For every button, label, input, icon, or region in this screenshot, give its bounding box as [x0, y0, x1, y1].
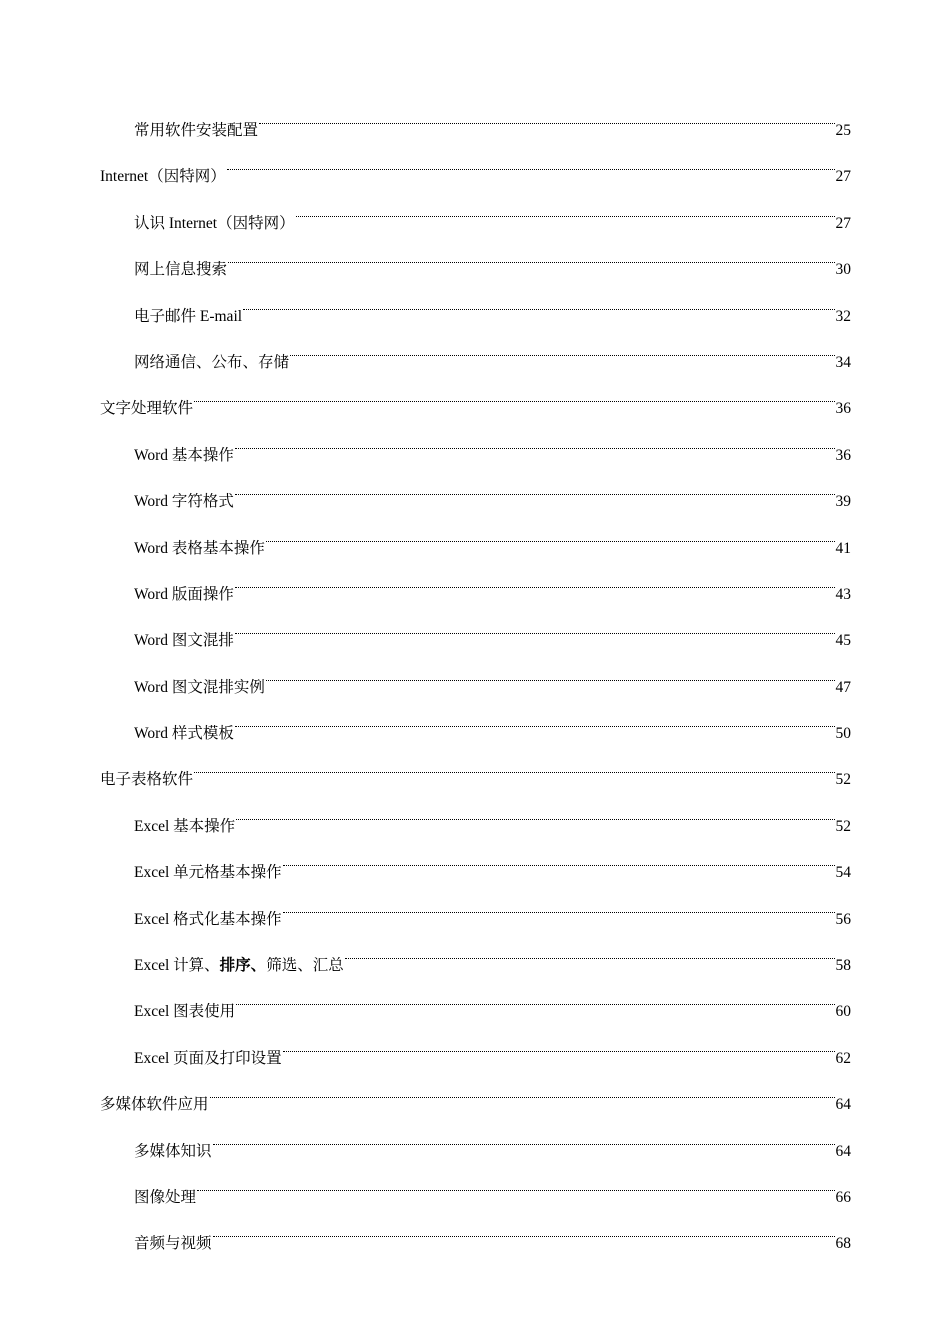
- toc-entry-title: 音频与视频: [134, 1235, 212, 1253]
- toc-entry-title: Internet（因特网）: [100, 168, 226, 186]
- dot-leader: [265, 515, 836, 553]
- dot-leader: [295, 190, 836, 228]
- toc-entry-title: Word 字符格式: [134, 493, 234, 511]
- toc-entry-title: 多媒体软件应用: [100, 1096, 209, 1114]
- toc-entry-title: Word 基本操作: [134, 446, 234, 464]
- toc-entry[interactable]: [100, 143, 851, 189]
- toc-entry-page: 30: [835, 261, 851, 279]
- toc-entry[interactable]: [100, 654, 851, 700]
- toc-entry[interactable]: [100, 839, 851, 885]
- toc-entry[interactable]: [100, 375, 851, 421]
- toc-entry-title: Word 版面操作: [134, 585, 234, 603]
- dot-leader: [258, 97, 835, 135]
- toc-entry-page: 54: [835, 864, 851, 882]
- dot-leader: [209, 1071, 836, 1109]
- toc-entry-page: 52: [835, 771, 851, 789]
- dot-leader: [212, 1118, 836, 1156]
- toc-entry-title: 多媒体知识: [134, 1142, 212, 1160]
- toc-entry[interactable]: [100, 1025, 851, 1071]
- toc-entry-page: 56: [835, 910, 851, 928]
- toc-entry[interactable]: [100, 236, 851, 282]
- toc-entry[interactable]: [100, 561, 851, 607]
- title-part: 筛选、汇总: [266, 957, 344, 975]
- toc-entry[interactable]: [100, 886, 851, 932]
- toc-entry-title: 电子表格软件: [100, 771, 194, 789]
- toc-entry-page: 25: [835, 122, 851, 139]
- toc-entry-page: 64: [835, 1096, 851, 1114]
- dot-leader: [193, 375, 835, 413]
- toc-entry-title: 常用软件安装配置: [134, 122, 259, 139]
- toc-entry-page: 66: [835, 1188, 851, 1206]
- toc-entry-page: 32: [835, 307, 851, 325]
- dot-leader: [265, 654, 836, 692]
- toc-entry-title: 网上信息搜索: [134, 261, 228, 279]
- toc-entry-title: Excel 基本操作: [134, 817, 236, 835]
- toc-entry[interactable]: [100, 190, 851, 236]
- toc-entry-page: 68: [835, 1235, 851, 1253]
- toc-entry-page: 60: [835, 1003, 851, 1021]
- title-part: Excel 计算、: [134, 957, 220, 975]
- dot-leader: [282, 839, 836, 877]
- dot-leader: [234, 607, 836, 645]
- toc-entry-title: 网络通信、公布、存储: [134, 353, 290, 371]
- toc-entry[interactable]: [100, 746, 851, 792]
- toc-entry-title: 文字处理软件: [100, 400, 194, 418]
- toc-entry-page: 43: [835, 585, 851, 603]
- title-part-bold: 排序、: [219, 957, 267, 975]
- dot-leader: [212, 1210, 836, 1248]
- dot-leader: [235, 978, 835, 1016]
- dot-leader: [227, 236, 835, 274]
- dot-leader: [226, 143, 836, 181]
- dot-leader: [289, 329, 835, 367]
- toc-entry-page: 64: [835, 1142, 851, 1160]
- toc-entry-page: 39: [835, 493, 851, 511]
- toc-entry-title: Excel 格式化基本操作: [134, 910, 282, 928]
- toc-entry[interactable]: [100, 700, 851, 746]
- toc-entry-page: 58: [835, 957, 851, 975]
- toc-entry-title: 图像处理: [134, 1188, 197, 1206]
- toc-entry-title: Word 样式模板: [134, 725, 234, 743]
- dot-leader: [234, 561, 836, 599]
- toc-entry-title: Excel 图表使用: [134, 1003, 236, 1021]
- toc-entry-title: Word 表格基本操作: [134, 539, 265, 557]
- dot-leader: [282, 886, 836, 924]
- toc-entry-page: 52: [835, 817, 851, 835]
- toc-entry-title: Excel 页面及打印设置: [134, 1049, 282, 1067]
- toc-entry-page: 36: [835, 446, 851, 464]
- toc-entry[interactable]: [100, 932, 851, 978]
- toc-entry[interactable]: [100, 1164, 851, 1210]
- toc-entry[interactable]: [100, 515, 851, 561]
- toc-entry-page: 34: [835, 353, 851, 371]
- toc-entry-page: 62: [835, 1049, 851, 1067]
- toc-entry-title: Excel 单元格基本操作: [134, 864, 282, 882]
- dot-leader: [282, 1025, 836, 1063]
- toc-entry-page: 36: [835, 400, 851, 418]
- toc-entry[interactable]: [100, 607, 851, 653]
- toc-entry[interactable]: [100, 1210, 851, 1256]
- toc-entry[interactable]: [100, 329, 851, 375]
- dot-leader: [235, 793, 835, 831]
- toc-entry-page: 45: [835, 632, 851, 650]
- toc-entry[interactable]: [100, 1071, 851, 1117]
- toc-entry[interactable]: [100, 1118, 851, 1164]
- table-of-contents: [100, 97, 851, 1257]
- toc-entry-page: 50: [835, 725, 851, 743]
- dot-leader: [193, 746, 835, 784]
- dot-leader: [234, 468, 836, 506]
- toc-entry-page: 27: [835, 214, 851, 232]
- dot-leader: [234, 422, 836, 460]
- toc-entry-title: 电子邮件 E-mail: [134, 307, 243, 325]
- toc-entry-title: 认识 Internet（因特网）: [134, 214, 295, 232]
- dot-leader: [234, 700, 836, 738]
- toc-entry[interactable]: [100, 97, 851, 143]
- toc-entry[interactable]: [100, 283, 851, 329]
- dot-leader: [344, 932, 836, 970]
- toc-entry-page: 47: [835, 678, 851, 696]
- toc-entry-title: Word 图文混排: [134, 632, 234, 650]
- toc-entry-title: Word 图文混排实例: [134, 678, 265, 696]
- toc-entry-page: 27: [835, 168, 851, 186]
- toc-entry[interactable]: [100, 793, 851, 839]
- dot-leader: [196, 1164, 835, 1202]
- toc-entry[interactable]: [100, 422, 851, 468]
- toc-entry[interactable]: [100, 978, 851, 1024]
- toc-entry[interactable]: [100, 468, 851, 514]
- dot-leader: [242, 283, 835, 321]
- toc-entry-page: 41: [835, 539, 851, 557]
